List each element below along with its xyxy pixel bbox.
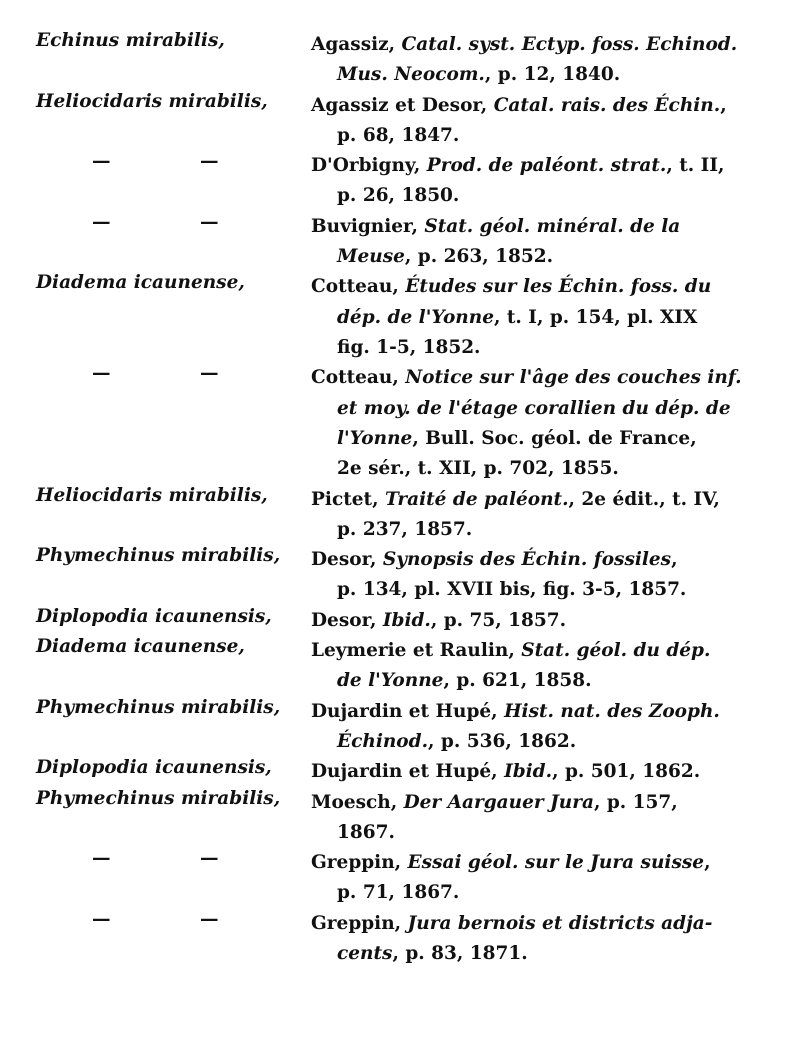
- reference: [311, 30, 759, 91]
- reference-text: p. 71, 1867.: [337, 882, 460, 904]
- ditto-mark: —: [92, 848, 111, 870]
- reference: [311, 697, 759, 758]
- reference-line: [311, 424, 759, 454]
- reference-text: D'Orbigny,: [311, 155, 427, 177]
- reference: [311, 212, 759, 273]
- reference-text: Agassiz,: [311, 34, 402, 55]
- reference-title: et moy. de l'étage corallien du dép. de: [337, 397, 731, 419]
- reference: [311, 485, 759, 546]
- reference-text: , p. 501, 1862.: [552, 761, 701, 783]
- reference-line: [311, 848, 759, 878]
- reference-text: Desor,: [311, 549, 383, 571]
- ditto-mark: —: [200, 363, 219, 385]
- reference-title: l'Yonne: [337, 427, 413, 449]
- reference-text: Moesch,: [311, 791, 404, 813]
- reference-text: Greppin,: [311, 912, 408, 934]
- ditto-mark: —: [92, 363, 111, 385]
- reference-text: Pictet,: [311, 488, 385, 510]
- reference-title: de l'Yonne: [337, 670, 444, 692]
- reference-text: Buvignier,: [311, 215, 425, 237]
- reference-line: [311, 60, 759, 90]
- reference-text: ,: [671, 549, 678, 571]
- reference-text: , p. 75, 1857.: [430, 609, 567, 631]
- reference-line: [311, 485, 759, 515]
- reference-text: ,: [720, 94, 727, 116]
- ditto-mark: —: [200, 908, 219, 930]
- reference: [311, 909, 759, 970]
- reference: [311, 636, 759, 697]
- reference-text: , t. I, p. 154, pl. XIX: [493, 306, 698, 328]
- reference-title: Meuse: [337, 246, 405, 268]
- reference-line: [311, 727, 759, 757]
- reference-text: p. 26, 1850.: [337, 185, 460, 207]
- reference-line: [311, 242, 759, 272]
- reference-title: Stat. géol. minéral. de la: [424, 215, 681, 237]
- reference-line: [311, 454, 759, 484]
- reference-title: Catal. syst. Ectyp. foss. Echinod.: [401, 34, 738, 55]
- reference-line: [311, 697, 759, 727]
- reference-text: , 2e édit., t. IV,: [568, 488, 720, 510]
- reference: [311, 606, 759, 636]
- reference: [311, 363, 759, 484]
- reference-line: [311, 121, 759, 151]
- reference-text: p. 68, 1847.: [337, 124, 460, 146]
- taxon-name: Phymechinus mirabilis,: [36, 787, 281, 809]
- reference-line: [311, 909, 759, 939]
- ditto-mark: —: [92, 151, 111, 173]
- reference-text: , p. 83, 1871.: [392, 942, 528, 964]
- reference-text: 2e sér., t. XII, p. 702, 1855.: [337, 458, 619, 480]
- reference-text: , p. 263, 1852.: [404, 246, 554, 268]
- reference-title: dép. de l'Yonne: [337, 306, 494, 328]
- reference: [311, 151, 759, 212]
- reference-line: [311, 515, 759, 545]
- reference-line: [311, 363, 759, 393]
- taxon-name: Diadema icaunense,: [36, 636, 245, 657]
- reference-text: Cotteau,: [311, 276, 406, 298]
- reference-text: fig. 1-5, 1852.: [337, 336, 481, 358]
- reference-title: Stat. géol. du dép.: [521, 640, 711, 661]
- reference-line: [311, 545, 759, 575]
- taxon-name: Echinus mirabilis,: [36, 30, 225, 51]
- ditto-mark: —: [92, 211, 111, 233]
- reference-text: p. 237, 1857.: [337, 518, 473, 540]
- reference-title: Études sur les Échin. foss. du: [405, 276, 712, 298]
- reference-text: 1867.: [337, 821, 395, 843]
- reference: [311, 757, 759, 787]
- reference-line: [311, 333, 759, 363]
- reference-text: Greppin,: [311, 852, 408, 874]
- reference-title: Notice sur l'âge des couches inf.: [405, 367, 742, 389]
- reference-title: Échinod.: [337, 730, 429, 752]
- reference-line: [311, 91, 759, 121]
- reference-line: [311, 666, 759, 696]
- reference: [311, 91, 759, 152]
- ditto-mark: —: [92, 908, 111, 930]
- taxon-name: Diadema icaunense,: [36, 272, 245, 294]
- reference-title: Traité de paléont.: [384, 488, 569, 510]
- reference-text: , p. 157,: [593, 791, 678, 813]
- reference-title: Catal. rais. des Échin.: [493, 94, 721, 116]
- reference-line: [311, 181, 759, 211]
- reference-line: [311, 788, 759, 818]
- reference-text: Dujardin et Hupé,: [311, 761, 505, 783]
- reference: [311, 272, 759, 363]
- reference-text: Agassiz et Desor,: [311, 94, 494, 116]
- taxon-name: Phymechinus mirabilis,: [36, 545, 281, 567]
- reference-text: , Bull. Soc. géol. de France,: [412, 427, 697, 449]
- reference-line: [311, 212, 759, 242]
- reference: [311, 545, 759, 606]
- reference-title: Synopsis des Échin. fossiles: [382, 549, 672, 571]
- reference-text: ,: [704, 852, 711, 874]
- taxon-name: Diplopodia icaunensis,: [36, 757, 272, 779]
- ditto-mark: —: [200, 848, 219, 870]
- reference-text: p. 134, pl. XVII bis, fig. 3-5, 1857.: [337, 579, 687, 601]
- reference-text: Dujardin et Hupé,: [311, 700, 505, 722]
- reference: [311, 848, 759, 909]
- reference-title: Ibid.: [382, 609, 431, 631]
- reference-title: Mus. Neocom.: [337, 64, 485, 86]
- reference-line: [311, 30, 759, 60]
- reference-title: Prod. de paléont. strat.: [426, 155, 667, 177]
- reference-line: [311, 818, 759, 848]
- reference-text: Cotteau,: [311, 367, 406, 389]
- taxon-name: Heliocidaris mirabilis,: [36, 484, 268, 506]
- reference-line: [311, 878, 759, 908]
- reference-title: Ibid.: [504, 761, 553, 783]
- taxon-name: Heliocidaris mirabilis,: [36, 90, 268, 112]
- taxon-name: Phymechinus mirabilis,: [36, 696, 281, 718]
- reference-line: [311, 636, 759, 666]
- reference-line: [311, 303, 759, 333]
- ditto-mark: —: [200, 151, 219, 173]
- reference-text: Desor,: [311, 609, 383, 631]
- reference-line: [311, 575, 759, 605]
- reference-title: Hist. nat. des Zooph.: [504, 700, 720, 722]
- ditto-mark: —: [200, 211, 219, 233]
- reference-text: , p. 536, 1862.: [428, 730, 577, 752]
- reference-title: Der Aargauer Jura: [403, 791, 594, 813]
- reference: [311, 788, 759, 849]
- reference-line: [311, 394, 759, 424]
- reference-line: [311, 939, 759, 969]
- reference-text: , p. 12, 1840.: [484, 64, 621, 86]
- reference-line: [311, 757, 759, 787]
- reference-text: Leymerie et Raulin,: [311, 640, 522, 661]
- reference-line: [311, 606, 759, 636]
- reference-line: [311, 272, 759, 302]
- taxon-name: Diplopodia icaunensis,: [36, 605, 272, 627]
- reference-text: , p. 621, 1858.: [443, 670, 592, 692]
- reference-title: Essai géol. sur le Jura suisse: [407, 852, 705, 874]
- reference-title: Jura bernois et districts adja-: [407, 912, 713, 934]
- reference-line: [311, 151, 759, 181]
- reference-text: , t. II,: [666, 155, 725, 177]
- reference-title: cents: [337, 942, 393, 964]
